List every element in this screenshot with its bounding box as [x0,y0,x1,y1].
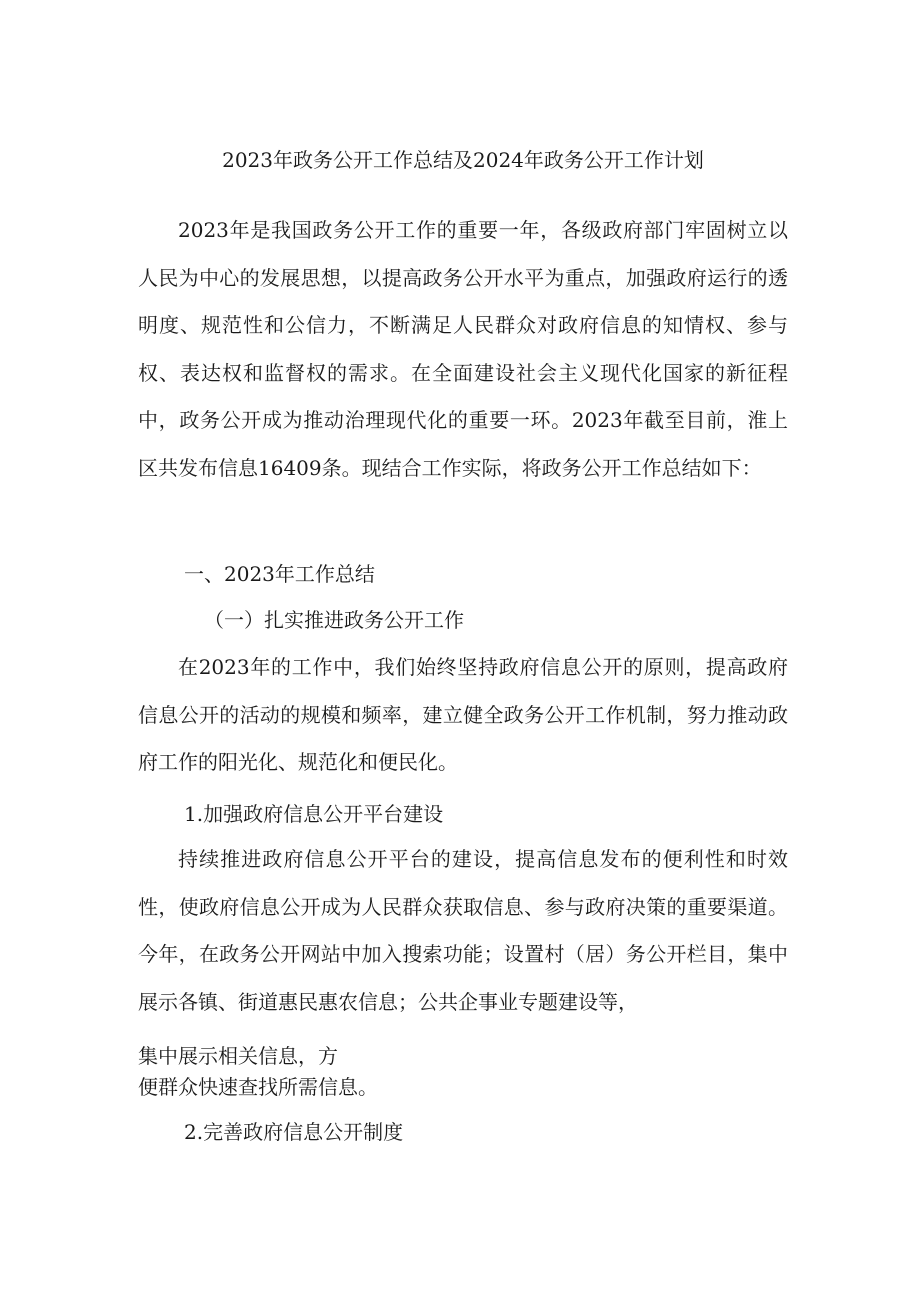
item-paragraph-1-tail-line-2: 便群众快速查找所需信息。 [138,1075,378,1099]
section-heading-1: 一、2023年工作总结 [184,562,375,586]
intro-paragraph: 2023年是我国政务公开工作的重要一年，各级政府部门牢固树立以人民为中心的发展思想，以提高政务公开水平为重点，加强政府运行的透明度、规范性和公信力，不断满足人民群众对政府信息的知情权、参与权、表达权和监督权的需求。在全面建设社会主义现代化国家的新征程中，政务公开成为推动治理现代化的重要一环。2023年截至目前，淮上区共发布信息16409条。现结合工作实际，将政务公开工作总结如下： [138,218,788,480]
item-heading-1: 1.加强政府信息公开平台建设 [184,802,444,826]
item-paragraph-1: 持续推进政府信息公开平台的建设，提高信息发布的便利性和时效性，使政府信息公开成为人民群众获取信息、参与政府决策的重要渠道。今年，在政务公开网站中加入搜索功能；设置村（居）务公开栏目，集中展示各镇、街道惠民惠农信息；公共企事业专题建设等， [138,847,788,1014]
item-paragraph-1-tail-line-1: 集中展示相关信息，方 [138,1044,338,1068]
subsection-paragraph-1: 在2023年的工作中，我们始终坚持政府信息公开的原则，提高政府信息公开的活动的规模和频率，建立健全政务公开工作机制，努力推动政府工作的阳光化、规范化和便民化。 [138,655,788,775]
item-heading-2: 2.完善政府信息公开制度 [184,1120,404,1144]
document-title: 2023年政务公开工作总结及2024年政务公开工作计划 [222,148,704,172]
subsection-heading-1: （一）扎实推进政务公开工作 [204,608,464,632]
